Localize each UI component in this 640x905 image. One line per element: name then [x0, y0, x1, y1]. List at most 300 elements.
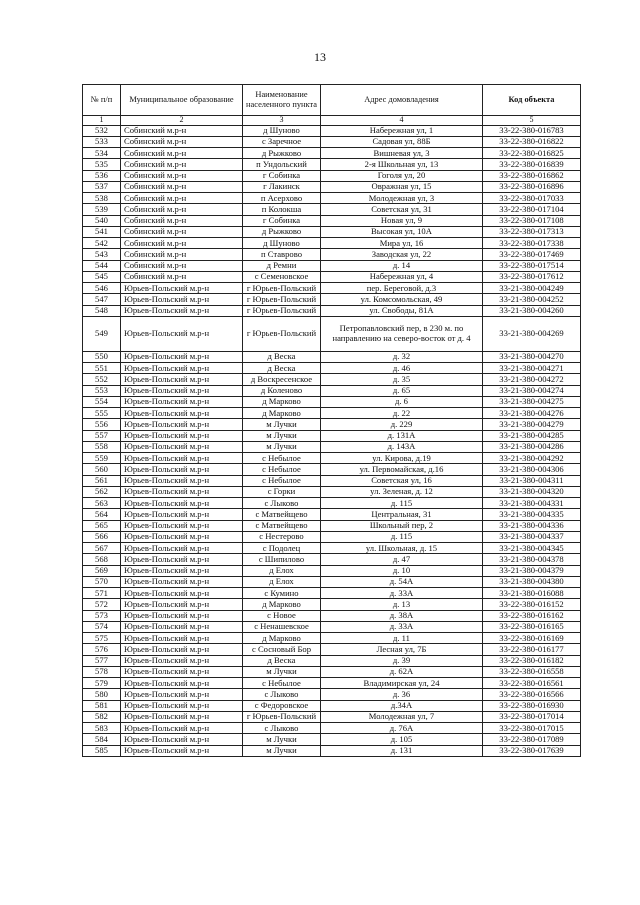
municipality-cell: Собинский м.р-н — [121, 249, 243, 260]
address-cell: Советская ул, 31 — [321, 204, 483, 215]
table-row — [83, 419, 581, 430]
municipality-cell: Юрьев-Польский м.р-н — [121, 408, 243, 419]
address-cell: д. 47 — [321, 554, 483, 565]
municipality-cell: Юрьев-Польский м.р-н — [121, 498, 243, 509]
address-cell: Лесная ул, 7Б — [321, 644, 483, 655]
municipality-cell: Юрьев-Польский м.р-н — [121, 666, 243, 677]
table-row — [83, 249, 581, 260]
settlement-cell: д Марково — [243, 599, 321, 610]
table-row — [83, 159, 581, 170]
table-row — [83, 408, 581, 419]
address-cell: д. 33А — [321, 621, 483, 632]
settlement-cell: г Собинка — [243, 170, 321, 181]
address-cell: д. 14 — [321, 260, 483, 271]
settlement-cell: г Юрьев-Польский — [243, 294, 321, 305]
address-cell: д. 38А — [321, 610, 483, 621]
municipality-cell: Юрьев-Польский м.р-н — [121, 294, 243, 305]
address-cell: ул. Школьная, д. 15 — [321, 543, 483, 554]
address-cell: д. 229 — [321, 419, 483, 430]
row-number: 538 — [83, 193, 121, 204]
address-cell: д.34А — [321, 700, 483, 711]
municipality-cell: Юрьев-Польский м.р-н — [121, 363, 243, 374]
settlement-cell: с Шипилово — [243, 554, 321, 565]
object-code-cell: 33-21-380-004331 — [483, 498, 581, 509]
table-row — [83, 305, 581, 316]
table-row — [83, 260, 581, 271]
object-code-cell: 33-21-380-016088 — [483, 588, 581, 599]
address-cell: д. 33А — [321, 588, 483, 599]
address-cell: Молодежная ул, 3 — [321, 193, 483, 204]
settlement-cell: г Юрьев-Польский — [243, 305, 321, 316]
municipality-cell: Юрьев-Польский м.р-н — [121, 486, 243, 497]
object-code-cell: 33-22-380-016162 — [483, 610, 581, 621]
table-row — [83, 678, 581, 689]
object-code-cell: 33-21-380-004274 — [483, 385, 581, 396]
object-code-cell: 33-21-380-004260 — [483, 305, 581, 316]
object-code-cell: 33-21-380-004272 — [483, 374, 581, 385]
municipality-cell: Юрьев-Польский м.р-н — [121, 430, 243, 441]
table-row — [83, 226, 581, 237]
address-cell: Мира ул, 16 — [321, 238, 483, 249]
object-code-cell: 33-21-380-004345 — [483, 543, 581, 554]
address-cell: д. 62А — [321, 666, 483, 677]
row-number: 570 — [83, 576, 121, 587]
address-cell: д. 105 — [321, 734, 483, 745]
municipality-cell: Юрьев-Польский м.р-н — [121, 441, 243, 452]
row-number: 556 — [83, 419, 121, 430]
municipality-cell: Юрьев-Польский м.р-н — [121, 385, 243, 396]
settlement-cell: с Матвейщево — [243, 509, 321, 520]
object-code-cell: 33-22-380-016862 — [483, 170, 581, 181]
municipality-cell: Юрьев-Польский м.р-н — [121, 610, 243, 621]
settlement-cell: д Воскресенское — [243, 374, 321, 385]
header-settlement: Наименование населенного пункта — [243, 85, 321, 116]
object-code-cell: 33-22-380-017514 — [483, 260, 581, 271]
settlement-cell: г Юрьев-Польский — [243, 316, 321, 351]
object-code-cell: 33-21-380-004336 — [483, 520, 581, 531]
table-row — [83, 464, 581, 475]
object-code-cell: 33-22-380-017612 — [483, 271, 581, 282]
row-number: 533 — [83, 136, 121, 147]
settlement-cell: м Лучки — [243, 419, 321, 430]
settlement-cell: с Лыково — [243, 689, 321, 700]
municipality-cell: Юрьев-Польский м.р-н — [121, 543, 243, 554]
municipality-cell: Собинский м.р-н — [121, 170, 243, 181]
table-row — [83, 396, 581, 407]
municipality-cell: Юрьев-Польский м.р-н — [121, 305, 243, 316]
row-number: 559 — [83, 453, 121, 464]
settlement-cell: д Рыжково — [243, 226, 321, 237]
table-row — [83, 531, 581, 542]
table-row — [83, 316, 581, 351]
row-number: 569 — [83, 565, 121, 576]
address-cell: ул. Комсомольская, 49 — [321, 294, 483, 305]
address-cell: Центральная, 31 — [321, 509, 483, 520]
object-code-cell: 33-21-380-004306 — [483, 464, 581, 475]
row-number: 565 — [83, 520, 121, 531]
address-cell: Овражная ул, 15 — [321, 181, 483, 192]
column-number-4: 4 — [321, 116, 483, 126]
object-code-cell: 33-22-380-016930 — [483, 700, 581, 711]
address-cell: д. 11 — [321, 633, 483, 644]
object-code-cell: 33-22-380-016896 — [483, 181, 581, 192]
municipality-cell: Юрьев-Польский м.р-н — [121, 588, 243, 599]
address-cell: д. 36 — [321, 689, 483, 700]
address-cell: д. 13 — [321, 599, 483, 610]
row-number: 571 — [83, 588, 121, 599]
settlement-cell: д Веска — [243, 655, 321, 666]
object-code-cell: 33-21-380-004292 — [483, 453, 581, 464]
address-cell: д. 6 — [321, 396, 483, 407]
settlement-cell: м Лучки — [243, 734, 321, 745]
municipality-cell: Юрьев-Польский м.р-н — [121, 565, 243, 576]
table-row — [83, 621, 581, 632]
municipality-cell: Юрьев-Польский м.р-н — [121, 283, 243, 294]
object-code-cell: 33-22-380-016165 — [483, 621, 581, 632]
row-number: 536 — [83, 170, 121, 181]
settlement-cell: п Асерхово — [243, 193, 321, 204]
settlement-cell: с Матвейщево — [243, 520, 321, 531]
municipality-cell: Юрьев-Польский м.р-н — [121, 453, 243, 464]
table-row — [83, 441, 581, 452]
column-number-2: 2 — [121, 116, 243, 126]
settlement-cell: с Кумино — [243, 588, 321, 599]
settlement-cell: п Колокша — [243, 204, 321, 215]
table-row — [83, 689, 581, 700]
object-code-cell: 33-21-380-004249 — [483, 283, 581, 294]
settlement-cell: с Сосновый Бор — [243, 644, 321, 655]
table-row — [83, 193, 581, 204]
address-cell: д. 131А — [321, 430, 483, 441]
table-row — [83, 374, 581, 385]
address-cell: Владимирская ул, 24 — [321, 678, 483, 689]
object-code-cell: 33-22-380-016182 — [483, 655, 581, 666]
row-number: 550 — [83, 351, 121, 362]
object-code-cell: 33-21-380-004380 — [483, 576, 581, 587]
row-number: 557 — [83, 430, 121, 441]
settlement-cell: г Собинка — [243, 215, 321, 226]
address-cell: Советская ул, 16 — [321, 475, 483, 486]
object-code-cell: 33-22-380-017015 — [483, 723, 581, 734]
address-cell: ул. Первомайская, д.16 — [321, 464, 483, 475]
row-number: 555 — [83, 408, 121, 419]
municipality-cell: Юрьев-Польский м.р-н — [121, 644, 243, 655]
object-code-cell: 33-22-380-016822 — [483, 136, 581, 147]
object-code-cell: 33-22-380-016566 — [483, 689, 581, 700]
row-number: 543 — [83, 249, 121, 260]
address-cell: д. 46 — [321, 363, 483, 374]
municipality-cell: Юрьев-Польский м.р-н — [121, 475, 243, 486]
table-row — [83, 666, 581, 677]
table-row — [83, 283, 581, 294]
object-code-cell: 33-22-380-017469 — [483, 249, 581, 260]
municipality-cell: Собинский м.р-н — [121, 159, 243, 170]
row-number: 560 — [83, 464, 121, 475]
object-code-cell: 33-21-380-004269 — [483, 316, 581, 351]
settlement-cell: д Шуново — [243, 238, 321, 249]
municipality-cell: Юрьев-Польский м.р-н — [121, 419, 243, 430]
address-cell: д. 39 — [321, 655, 483, 666]
settlement-cell: с Лыково — [243, 723, 321, 734]
municipality-cell: Юрьев-Польский м.р-н — [121, 576, 243, 587]
table-row — [83, 351, 581, 362]
municipality-cell: Собинский м.р-н — [121, 148, 243, 159]
municipality-cell: Собинский м.р-н — [121, 193, 243, 204]
page-number: 13 — [314, 50, 326, 64]
row-number: 583 — [83, 723, 121, 734]
settlement-cell: п Ставрово — [243, 249, 321, 260]
settlement-cell: д Рыжково — [243, 148, 321, 159]
municipality-cell: Юрьев-Польский м.р-н — [121, 374, 243, 385]
row-number: 582 — [83, 711, 121, 722]
object-code-cell: 33-22-380-016825 — [483, 148, 581, 159]
settlement-cell: д Веска — [243, 351, 321, 362]
object-code-cell: 33-21-380-004286 — [483, 441, 581, 452]
address-cell: 2-я Школьная ул, 13 — [321, 159, 483, 170]
object-code-cell: 33-21-380-004276 — [483, 408, 581, 419]
row-number: 542 — [83, 238, 121, 249]
address-cell: Гоголя ул, 20 — [321, 170, 483, 181]
object-code-cell: 33-21-380-004275 — [483, 396, 581, 407]
table-row — [83, 610, 581, 621]
table-row — [83, 565, 581, 576]
address-cell: Школьный пер, 2 — [321, 520, 483, 531]
table-row — [83, 181, 581, 192]
municipality-cell: Собинский м.р-н — [121, 271, 243, 282]
header-number: № п/п — [83, 85, 121, 116]
table-row — [83, 723, 581, 734]
settlement-cell: с Небылое — [243, 678, 321, 689]
address-cell: Высокая ул, 10А — [321, 226, 483, 237]
object-code-cell: 33-22-380-016177 — [483, 644, 581, 655]
object-code-cell: 33-21-380-004271 — [483, 363, 581, 374]
table-row — [83, 148, 581, 159]
settlement-cell: с Ненашевское — [243, 621, 321, 632]
row-number: 549 — [83, 316, 121, 351]
address-cell: ул. Зеленая, д. 12 — [321, 486, 483, 497]
header-address: Адрес домовладения — [321, 85, 483, 116]
row-number: 580 — [83, 689, 121, 700]
row-number: 561 — [83, 475, 121, 486]
municipality-cell: Юрьев-Польский м.р-н — [121, 621, 243, 632]
table-row — [83, 734, 581, 745]
settlement-cell: д Марково — [243, 408, 321, 419]
object-code-cell: 33-22-380-017033 — [483, 193, 581, 204]
object-code-cell: 33-22-380-017108 — [483, 215, 581, 226]
address-cell: Петропавловский пер, в 230 м. по направлению на северо-восток от д. 4 — [321, 316, 483, 351]
address-cell: Набережная ул, 4 — [321, 271, 483, 282]
municipality-cell: Юрьев-Польский м.р-н — [121, 396, 243, 407]
table-row — [83, 509, 581, 520]
object-code-cell: 33-22-380-017014 — [483, 711, 581, 722]
table-row — [83, 215, 581, 226]
row-number: 578 — [83, 666, 121, 677]
address-cell: Молодежная ул, 7 — [321, 711, 483, 722]
table-row — [83, 700, 581, 711]
settlement-cell: с Новое — [243, 610, 321, 621]
row-number: 551 — [83, 363, 121, 374]
table-row — [83, 486, 581, 497]
table-body — [83, 125, 581, 756]
municipality-cell: Юрьев-Польский м.р-н — [121, 745, 243, 756]
municipality-cell: Юрьев-Польский м.р-н — [121, 711, 243, 722]
municipality-cell: Юрьев-Польский м.р-н — [121, 509, 243, 520]
row-number: 545 — [83, 271, 121, 282]
row-number: 584 — [83, 734, 121, 745]
municipality-cell: Юрьев-Польский м.р-н — [121, 464, 243, 475]
settlement-cell: г Юрьев-Польский — [243, 711, 321, 722]
object-code-cell: 33-22-380-017338 — [483, 238, 581, 249]
municipality-cell: Юрьев-Польский м.р-н — [121, 700, 243, 711]
object-code-cell: 33-21-380-004279 — [483, 419, 581, 430]
settlement-cell: м Лучки — [243, 666, 321, 677]
municipality-cell: Собинский м.р-н — [121, 204, 243, 215]
settlement-cell: д Шуново — [243, 125, 321, 136]
row-number: 534 — [83, 148, 121, 159]
object-code-cell: 33-22-380-017639 — [483, 745, 581, 756]
table-row — [83, 170, 581, 181]
settlement-cell: с Подолец — [243, 543, 321, 554]
object-code-cell: 33-22-380-017313 — [483, 226, 581, 237]
column-number-3: 3 — [243, 116, 321, 126]
row-number: 567 — [83, 543, 121, 554]
table-row — [83, 136, 581, 147]
municipality-cell: Юрьев-Польский м.р-н — [121, 723, 243, 734]
municipality-cell: Собинский м.р-н — [121, 215, 243, 226]
municipality-cell: Собинский м.р-н — [121, 125, 243, 136]
row-number: 547 — [83, 294, 121, 305]
table-row — [83, 498, 581, 509]
row-number: 564 — [83, 509, 121, 520]
object-code-cell: 33-21-380-004320 — [483, 486, 581, 497]
address-cell: д. 54А — [321, 576, 483, 587]
table-row — [83, 453, 581, 464]
municipality-cell: Собинский м.р-н — [121, 181, 243, 192]
address-cell: д. 35 — [321, 374, 483, 385]
table-row — [83, 385, 581, 396]
address-cell: д. 115 — [321, 498, 483, 509]
settlement-cell: м Лучки — [243, 745, 321, 756]
object-code-cell: 33-22-380-016169 — [483, 633, 581, 644]
municipality-cell: Юрьев-Польский м.р-н — [121, 531, 243, 542]
settlement-cell: м Лучки — [243, 441, 321, 452]
table-row — [83, 599, 581, 610]
table-row — [83, 745, 581, 756]
object-code-cell: 33-22-380-016783 — [483, 125, 581, 136]
address-cell: ул. Свободы, 81А — [321, 305, 483, 316]
municipality-cell: Юрьев-Польский м.р-н — [121, 599, 243, 610]
row-number: 585 — [83, 745, 121, 756]
row-number: 537 — [83, 181, 121, 192]
row-number: 540 — [83, 215, 121, 226]
row-number: 581 — [83, 700, 121, 711]
settlement-cell: с Федоровское — [243, 700, 321, 711]
table-row — [83, 655, 581, 666]
municipality-cell: Юрьев-Польский м.р-н — [121, 678, 243, 689]
object-code-cell: 33-22-380-016558 — [483, 666, 581, 677]
municipality-cell: Собинский м.р-н — [121, 260, 243, 271]
row-number: 574 — [83, 621, 121, 632]
table-row — [83, 711, 581, 722]
row-number: 554 — [83, 396, 121, 407]
column-number-5: 5 — [483, 116, 581, 126]
row-number: 568 — [83, 554, 121, 565]
municipality-cell: Юрьев-Польский м.р-н — [121, 655, 243, 666]
row-number: 553 — [83, 385, 121, 396]
settlement-cell: д Марково — [243, 396, 321, 407]
table-row — [83, 644, 581, 655]
row-number: 544 — [83, 260, 121, 271]
table-row — [83, 271, 581, 282]
settlement-cell: с Небылое — [243, 464, 321, 475]
object-code-cell: 33-21-380-004335 — [483, 509, 581, 520]
row-number: 573 — [83, 610, 121, 621]
header-object-code: Код объекта — [483, 85, 581, 116]
row-number: 572 — [83, 599, 121, 610]
object-code-cell: 33-22-380-016561 — [483, 678, 581, 689]
settlement-cell: д Елох — [243, 565, 321, 576]
table-row — [83, 554, 581, 565]
settlement-cell: с Небылое — [243, 475, 321, 486]
settlement-cell: д Веска — [243, 363, 321, 374]
row-number: 562 — [83, 486, 121, 497]
object-code-cell: 33-21-380-004252 — [483, 294, 581, 305]
object-code-cell: 33-21-380-004379 — [483, 565, 581, 576]
municipality-cell: Юрьев-Польский м.р-н — [121, 316, 243, 351]
table-row — [83, 475, 581, 486]
object-code-cell: 33-21-380-004378 — [483, 554, 581, 565]
object-code-cell: 33-22-380-016152 — [483, 599, 581, 610]
address-cell: д. 32 — [321, 351, 483, 362]
table-row — [83, 430, 581, 441]
row-number: 552 — [83, 374, 121, 385]
municipality-cell: Юрьев-Польский м.р-н — [121, 689, 243, 700]
row-number: 535 — [83, 159, 121, 170]
row-number: 548 — [83, 305, 121, 316]
row-number: 539 — [83, 204, 121, 215]
address-cell: д. 143А — [321, 441, 483, 452]
table-row — [83, 363, 581, 374]
settlement-cell: д Елох — [243, 576, 321, 587]
row-number: 541 — [83, 226, 121, 237]
municipality-cell: Юрьев-Польский м.р-н — [121, 554, 243, 565]
address-cell: д. 10 — [321, 565, 483, 576]
objects-table — [82, 84, 581, 757]
municipality-cell: Юрьев-Польский м.р-н — [121, 734, 243, 745]
table-row — [83, 588, 581, 599]
table-row — [83, 238, 581, 249]
address-cell: Садовая ул, 88Б — [321, 136, 483, 147]
address-cell: Новая ул, 9 — [321, 215, 483, 226]
object-code-cell: 33-21-380-004337 — [483, 531, 581, 542]
table-row — [83, 520, 581, 531]
settlement-cell: с Нестерово — [243, 531, 321, 542]
object-code-cell: 33-21-380-004285 — [483, 430, 581, 441]
row-number: 546 — [83, 283, 121, 294]
settlement-cell: д Марково — [243, 633, 321, 644]
table-row — [83, 633, 581, 644]
municipality-cell: Собинский м.р-н — [121, 226, 243, 237]
row-number: 566 — [83, 531, 121, 542]
object-code-cell: 33-21-380-004311 — [483, 475, 581, 486]
settlement-cell: д Ремни — [243, 260, 321, 271]
object-code-cell: 33-21-380-004270 — [483, 351, 581, 362]
table-row — [83, 204, 581, 215]
settlement-cell: д Коленово — [243, 385, 321, 396]
municipality-cell: Собинский м.р-н — [121, 238, 243, 249]
row-number: 577 — [83, 655, 121, 666]
municipality-cell: Собинский м.р-н — [121, 136, 243, 147]
